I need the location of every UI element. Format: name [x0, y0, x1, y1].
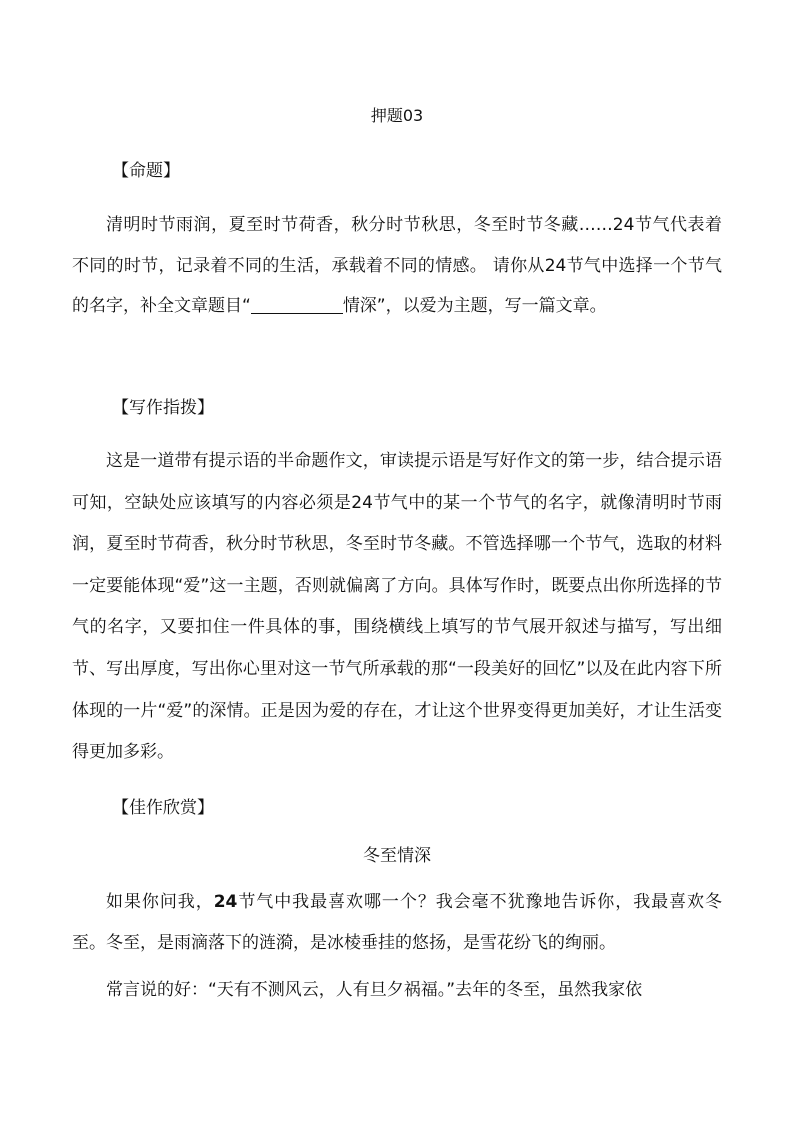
prompt-heading: 【命题】 — [112, 161, 180, 181]
guide-paragraph: 这是一道带有提示语的半命题作文，审读提示语是写好作文的第一步，结合提示语可知，空缺处应该填写的内容必须是24节气中的某一个节气的名字，就像清明时节雨润，夏至时节荷香，秋分时节秋思，冬至时节冬藏。不管选择哪一个节气，选取的材料一定要能体现“爱”这一主题，否则就偏离了方向。具体写作时，既要点出你所选择的节气的名字，又要扣住一件具体的事，围绕横线上填写的节气展开叙述与描写，写出细节、写出厚度，写出你心里对这一节气所承载的那“一段美好的回忆”以及在此内容下所体现的一片“爱”的深情。正是因为爱的存在，才让这个世界变得更加美好，才让生活变得更加多彩。 — [72, 451, 722, 763]
essay-p1-pre: 如果你问我， — [106, 892, 214, 912]
page-title: 押题03 — [370, 106, 424, 125]
prompt-paragraph — [72, 205, 722, 327]
essay-title: 冬至情深 — [363, 846, 431, 866]
essay-paragraph-1 — [72, 882, 722, 963]
essay-p1-post: 节气中我最喜欢哪一个？我会毫不犹豫地告诉你，我最喜欢冬至。冬至，是雨滴落下的涟漪，是冰棱垂挂的悠扬，是雪花纷飞的绚丽。 — [72, 892, 723, 953]
essay-p1-bold: 24 — [213, 892, 238, 912]
title-blank-line — [251, 295, 343, 314]
essay-paragraph-2: 常言说的好：“天有不测风云，人有旦夕祸福。”去年的冬至，虽然我家依 — [106, 980, 643, 1000]
guide-heading: 【写作指拨】 — [112, 398, 214, 418]
prompt-text-part1: 清明时节雨润，夏至时节荷香，秋分时节秋思，冬至时节冬藏……24节气代表着不同的时节，记录着不同的生活，承载着不同的情感。 请你从24节气中选择一个节气的名字，补全文章题目“ — [72, 215, 722, 316]
prompt-text-part2: 情深”，以爱为主题，写一篇文章。 — [342, 296, 607, 316]
sample-heading: 【佳作欣赏】 — [112, 798, 214, 818]
